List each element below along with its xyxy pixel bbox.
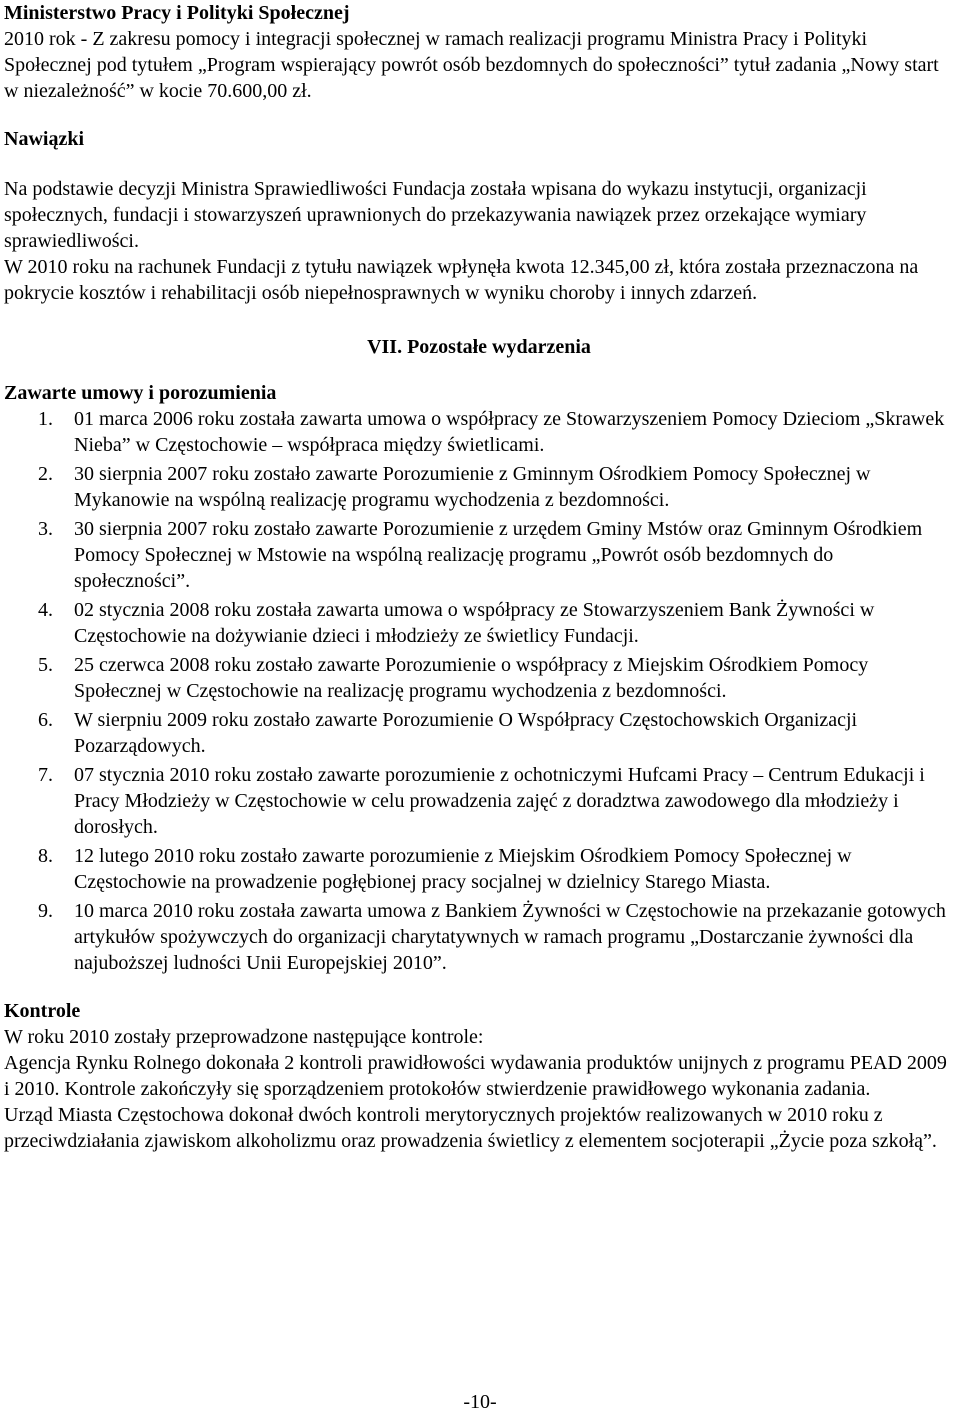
list-item-number: 3. [38,518,53,540]
kontrole-paragraph-2: Urząd Miasta Częstochowa dokonał dwóch kontroli merytorycznych projektów realizowanych w 2010 roku z przeciwdziałania zjawiskom alkoholizmu oraz prowadzenia świetlicy z elementem socjoterapii „Życie poza szkołą”. [4,1104,937,1152]
ministry-text: 2010 rok - Z zakresu pomocy i integracji społecznej w ramach realizacji programu Ministra Pracy i Polityki Społecznej pod tytułem „Program wspierający powrót osób bezdomnych do społeczności” tytuł zadania „Nowy start w niezależność” w kocie 70.600,00 zł. [4,28,939,102]
list-item-number: 9. [38,900,53,922]
list-item-text: 07 stycznia 2010 roku zostało zawarte porozumienie z ochotniczymi Hufcami Pracy – Centrum Edukacji i Pracy Młodzieży w Częstochowie w celu prowadzenia zajęć z doradztwa zawodowego dla młodzieży i dorosłych. [74,764,925,838]
list-item-number: 5. [38,654,53,676]
kontrole-paragraph-1: Agencja Rynku Rolnego dokonała 2 kontroli prawidłowości wydawania produktów unijnych z programu PEAD 2009 i 2010. Kontrole zakończyły się sporządzeniem protokołów stwierdzenie prawidłowego wykonania zadania. [4,1052,947,1100]
nawiazki-paragraph-1: Na podstawie decyzji Ministra Sprawiedliwości Fundacja została wpisana do wykazu instytucji, organizacji społecznych, fundacji i stowarzyszeń uprawnionych do przekazywania nawiązek przez orzekające wymiary sprawiedliwości. [4,178,867,252]
list-item-number: 1. [38,408,53,430]
list-item-text: 02 stycznia 2008 roku została zawarta umowa o współpracy ze Stowarzyszeniem Bank Żywności w Częstochowie na dożywianie dzieci i młodzieży ze świetlicy Fundacji. [74,599,875,647]
list-item [4,762,954,840]
list-item [4,898,954,976]
kontrole-intro: W roku 2010 zostały przeprowadzone następujące kontrole: [4,1026,484,1048]
kontrole-heading: Kontrole [4,1000,81,1022]
list-item-text: 30 sierpnia 2007 roku zostało zawarte Porozumienie z urzędem Gminy Mstów oraz Gminnym Ośrodkiem Pomocy Społecznej w Mstowie na wspólną realizację programu „Powrót osób bezdomnych do społeczności”. [74,518,923,592]
list-item [4,516,954,594]
list-item-text: 01 marca 2006 roku została zawarta umowa o współpracy ze Stowarzyszeniem Pomocy Dzieciom „Skrawek Nieba” w Częstochowie – współpraca między świetlicami. [74,408,945,456]
document-page [4,0,954,1154]
agreements-heading: Zawarte umowy i porozumienia [4,382,277,404]
section-vii-heading: VII. Pozostałe wydarzenia [367,336,591,358]
list-item-number: 6. [38,709,53,731]
list-item [4,843,954,895]
list-item [4,597,954,649]
list-item-text: 30 sierpnia 2007 roku zostało zawarte Porozumienie z Gminnym Ośrodkiem Pomocy Społecznej w Mykanowie na wspólną realizację programu wychodzenia z bezdomności. [74,463,871,511]
list-item-text: W sierpniu 2009 roku zostało zawarte Porozumienie O Współpracy Częstochowskich Organizacji Pozarządowych. [74,709,858,757]
list-item-text: 10 marca 2010 roku została zawarta umowa z Bankiem Żywności w Częstochowie na przekazanie gotowych artykułów spożywczych do organizacji charytatywnych w ramach programu „Dostarczanie żywności dla najuboższej ludności Unii Europejskiej 2010”. [74,900,946,974]
page-number: -10- [463,1391,497,1413]
list-item [4,707,954,759]
list-item [4,406,954,458]
list-item-number: 8. [38,845,53,867]
nawiazki-heading: Nawiązki [4,128,84,150]
list-item [4,461,954,513]
list-item-number: 4. [38,599,53,621]
ministry-title: Ministerstwo Pracy i Polityki Społecznej [4,2,350,24]
list-item-text: 12 lutego 2010 roku zostało zawarte porozumienie z Miejskim Ośrodkiem Pomocy Społecznej w Częstochowie na prowadzenie pogłębionej pracy socjalnej w dzielnicy Starego Miasta. [74,845,852,893]
agreements-list [4,406,954,976]
list-item [4,652,954,704]
nawiazki-paragraph-2: W 2010 roku na rachunek Fundacji z tytułu nawiązek wpłynęła kwota 12.345,00 zł, która została przeznaczona na pokrycie kosztów i rehabilitacji osób niepełnosprawnych w wyniku choroby i innych zdarzeń. [4,256,919,304]
list-item-number: 2. [38,463,53,485]
list-item-text: 25 czerwca 2008 roku zostało zawarte Porozumienie o współpracy z Miejskim Ośrodkiem Pomocy Społecznej w Częstochowie na realizację programu wychodzenia z bezdomności. [74,654,869,702]
list-item-number: 7. [38,764,53,786]
